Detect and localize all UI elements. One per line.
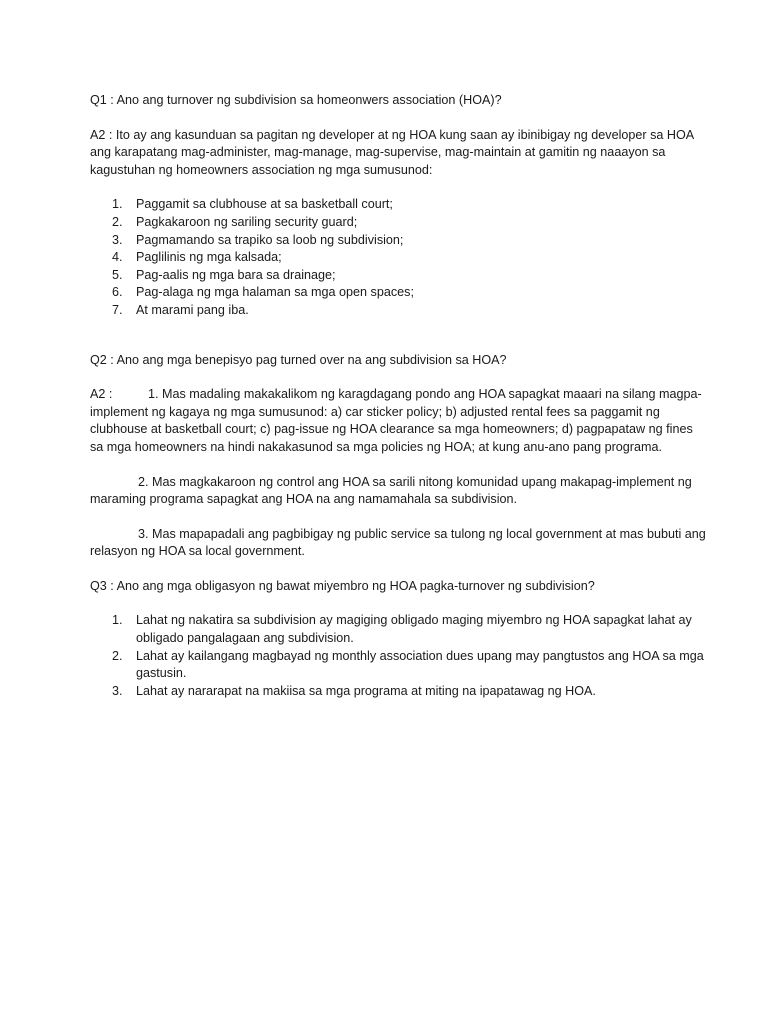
list-text: Lahat ay kailangang magbayad ng monthly association dues upang may pangtustos ang HOA sa mga gastusin. <box>136 648 704 681</box>
list-item <box>90 232 708 250</box>
answer-1: A2 : Ito ay ang kasunduan sa pagitan ng developer at ng HOA kung saan ay ibinibigay ng developer sa HOA ang karapatang mag-administer, mag-manage, mag-supervise, mag-maintain at gamitin ng naaayon sa kagustuhan ng homeowners association ng mga sumusunod: <box>90 127 694 177</box>
list-text: Pagmamando sa trapiko sa loob ng subdivision; <box>136 232 404 247</box>
list-item <box>90 214 708 232</box>
answer-2-para-1 <box>90 386 708 456</box>
list-item <box>90 612 708 647</box>
answer-2-para-1-text: 1. Mas madaling makakalikom ng karagdagang pondo ang HOA sapagkat maaari na silang magpa-implement ng kagaya ng mga sumusunod: a) car sticker policy; b) adjusted rental fees sa paggamit ng clubhouse at basketball court; c) pag-issue ng HOA clearance sa mga homeowners; d) pagpapataw ng fines sa mga homeowners na hindi nakakasunod sa mga policies ng HOA; at kung anu-ano pang programa. <box>90 387 702 454</box>
answer-3-list <box>90 612 708 700</box>
list-text: Lahat ng nakatira sa subdivision ay magiging obligado maging miyembro ng HOA sapagkat lahat ay obligado pangalagaan ang subdivision. <box>136 613 692 646</box>
list-number: 5. <box>112 267 123 282</box>
list-item <box>90 302 708 320</box>
list-number: 7. <box>112 302 123 317</box>
list-text: Pagkakaroon ng sariling security guard; <box>136 214 358 229</box>
list-item <box>90 249 708 267</box>
answer-2-para-3: 3. Mas mapapadali ang pagbibigay ng public service sa tulong ng local government at mas bubuti ang relasyon ng HOA sa local government. <box>90 526 706 559</box>
list-item <box>90 683 708 701</box>
question-2: Q2 : Ano ang mga benepisyo pag turned over na ang subdivision sa HOA? <box>90 352 507 367</box>
list-number: 6. <box>112 285 123 300</box>
list-number: 3. <box>112 683 123 698</box>
list-number: 4. <box>112 250 123 265</box>
answer-2-label: A2 : <box>90 387 113 402</box>
list-number: 2. <box>112 214 123 229</box>
list-text: Pag-aalis ng mga bara sa drainage; <box>136 267 336 282</box>
question-1: Q1 : Ano ang turnover ng subdivision sa homeonwers association (HOA)? <box>90 93 502 107</box>
list-text: At marami pang iba. <box>136 302 249 317</box>
list-item <box>90 196 708 214</box>
list-text: Lahat ay nararapat na makiisa sa mga programa at miting na ipapatawag ng HOA. <box>136 683 596 698</box>
list-text: Paggamit sa clubhouse at sa basketball court; <box>136 197 393 212</box>
list-text: Paglilinis ng mga kalsada; <box>136 250 282 265</box>
list-number: 1. <box>112 613 123 628</box>
answer-1-list <box>90 196 708 319</box>
list-text: Pag-alaga ng mga halaman sa mga open spaces; <box>136 285 414 300</box>
list-item <box>90 267 708 285</box>
list-item <box>90 648 708 683</box>
list-number: 3. <box>112 232 123 247</box>
list-number: 2. <box>112 648 123 663</box>
list-number: 1. <box>112 197 123 212</box>
answer-2-para-2: 2. Mas magkakaroon ng control ang HOA sa sarili nitong komunidad upang makapag-implement ng maraming programa sapagkat ang HOA na ang namamahala sa subdivision. <box>90 474 692 507</box>
question-3: Q3 : Ano ang mga obligasyon ng bawat miyembro ng HOA pagka-turnover ng subdivision? <box>90 578 595 593</box>
list-item <box>90 284 708 302</box>
